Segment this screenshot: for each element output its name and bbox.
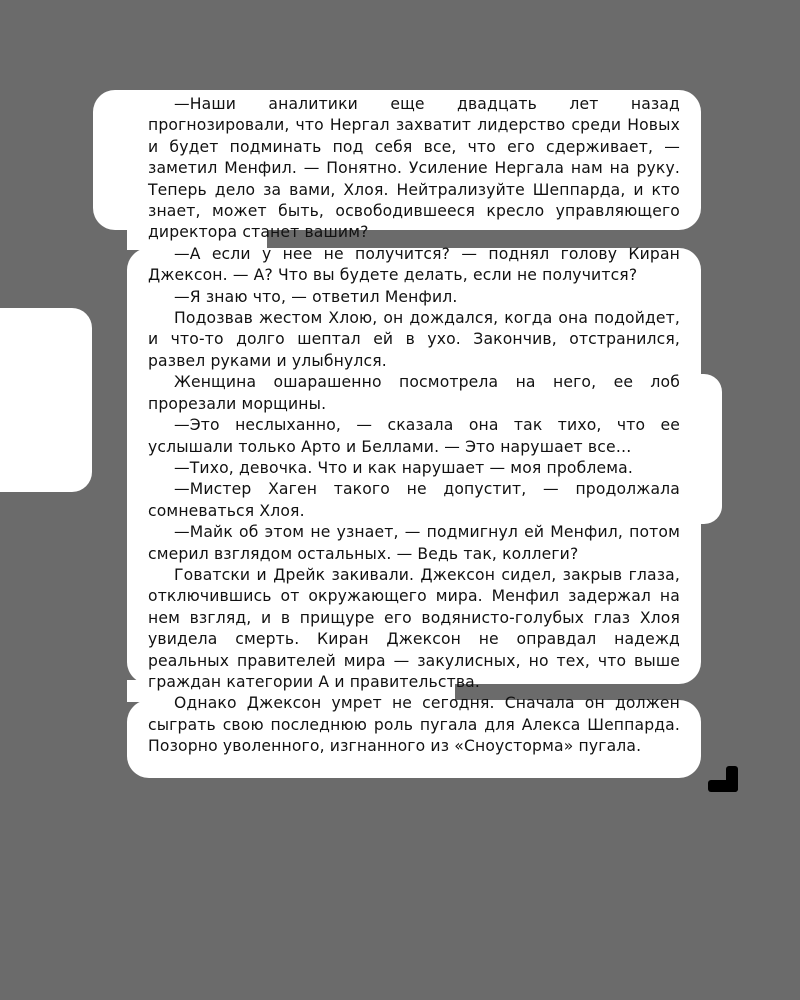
body-text	[148, 94, 680, 758]
paragraph: Говатски и Дрейк закивали. Джексон сидел, закрыв глаза, отключившись от окружающего мира. Менфил задержал на нем взгляд, и в прищуре его водянисто-голубых глаз Хлоя увидела смерть. Киран Джексон не оправдал надежд реальных правителей мира — закулисных, но тех, что выше граждан категории А и правительства.	[148, 565, 680, 691]
paragraph: Подозвав жестом Хлою, он дождался, когда она подойдет, и что-то долго шептал ей в ухо. Закончив, отстранился, развел руками и улыбнулся.	[148, 309, 680, 370]
paragraph: —А если у нее не получится? — поднял голову Киран Джексон. — А? Что вы будете делать, если не получится?	[148, 244, 680, 285]
highlight-block-4	[690, 374, 722, 524]
paragraph: —Наши аналитики еще двадцать лет назад прогнозировали, что Нергал захватит лидерство среди Новых и будет подминать под себя все, что его сдерживает, — заметил Менфил. — Понятно. Усиление Нергала нам на руку. Теперь дело за вами, Хлоя. Нейтрализуйте Шеппарда, и кто знает, может быть, освободившееся кресло управляющего директора станет вашим?	[148, 95, 680, 242]
paragraph: —Мистер Хаген такого не допустит, — продолжала сомневаться Хлоя.	[148, 480, 680, 520]
paragraph: —Это неслыханно, — сказала она так тихо, что ее услышали только Арто и Беллами. — Это нарушает все…	[148, 416, 680, 456]
side-tab	[0, 308, 92, 492]
paragraph: —Тихо, девочка. Что и как нарушает — моя проблема.	[174, 458, 633, 477]
corner-mark-stem	[726, 766, 738, 792]
paragraph: Женщина ошарашенно посмотрела на него, ее лоб прорезали морщины.	[148, 373, 680, 413]
paragraph: Однако Джексон умрет не сегодня. Сначала он должен сыграть свою последнюю роль пугала для Алекса Шеппарда. Позорно уволенного, изгнанного из «Сноусторма» пугала.	[148, 694, 680, 756]
paragraph: —Майк об этом не узнает, — подмигнул ей Менфил, потом смерил взглядом остальных. — Ведь так, коллеги?	[148, 523, 680, 563]
paragraph: —Я знаю что, — ответил Менфил.	[174, 287, 458, 306]
